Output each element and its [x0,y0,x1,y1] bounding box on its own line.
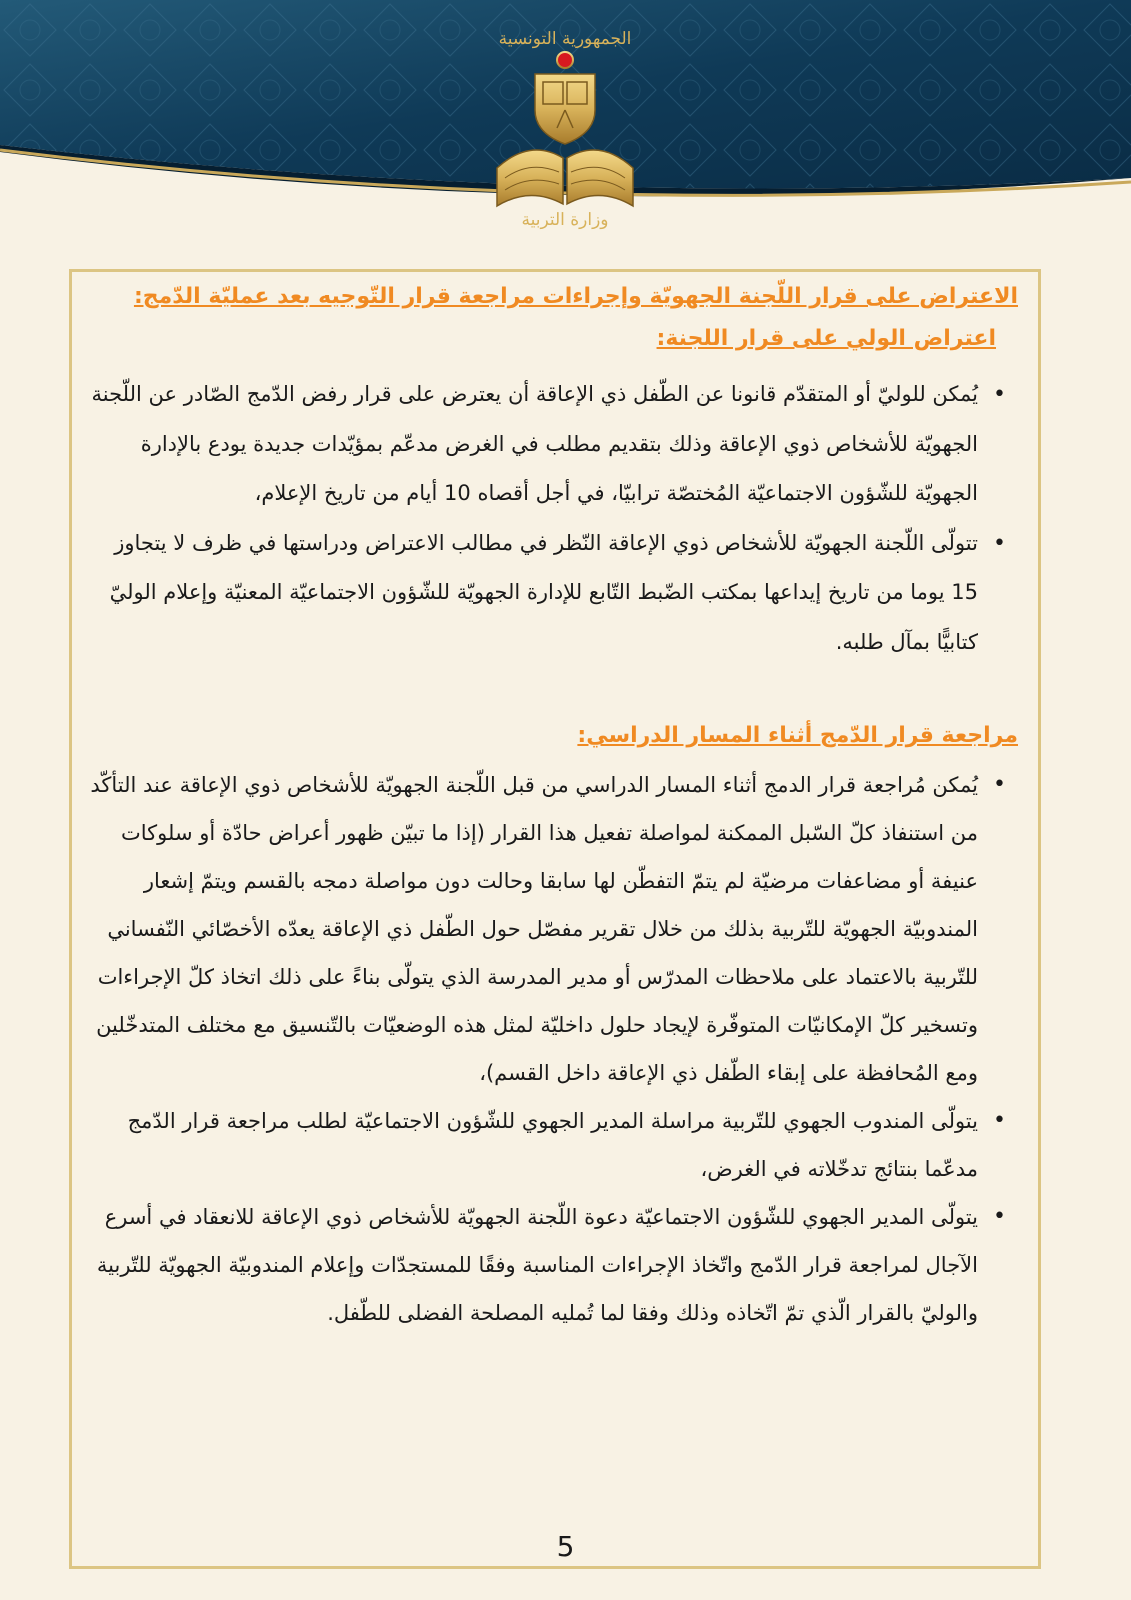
ministry-emblem [485,18,645,233]
list-item: • يُمكن مُراجعة قرار الدمج أثناء المسار الدراسي من قبل اللّجنة الجهويّة للأشخاص ذوي الإعاقة عند التأكّد من استنفاذ كلّ السّبل الممكنة لمواصلة تفعيل هذا القرار (إذا ما تبيّن ظهور أعراض حادّة أو سلوكات عنيفة أو مضاعفات مرضيّة لم يتمّ التفطّن لها سابقا وحالت دون مواصلة دمجه بالقسم ويتمّ إشعار المندوبيّة الجهويّة للتّربية بذلك من خلال تقرير مفصّل حول الطّفل ذي الإعاقة يعدّه الأخصّائي النّفساني للتّربية بالاعتماد على ملاحظات المدرّس أو مدير المدرسة الذي يتولّى بناءً على ذلك اتخاذ كلّ الإجراءات وتسخير كلّ الإمكانيّات المتوفّرة لإيجاد حلول داخليّة لمثل هذه الوضعيّات بالتّنسيق مع مختلف المتدخّلين ومع المُحافظة على إبقاء الطّفل ذي الإعاقة داخل القسم)، [90,761,1018,1097]
emblem-bottom-text: وزارة التربية [521,210,609,230]
section1-subtitle: اعتراض الولي على قرار اللجنة: [656,326,996,351]
list-item: • يتولّى المدير الجهوي للشّؤون الاجتماعيّة دعوة اللّجنة الجهويّة للأشخاص ذوي الإعاقة للانعقاد في أسرع الآجال لمراجعة قرار الدّمج واتّخاذ الإجراءات المناسبة وفقًا للمستجدّات وإعلام المندوبيّة الجهويّة للتّربية والوليّ بالقرار الّذي تمّ اتّخاذه وذلك وفقا لما تُمليه المصلحة الفضلى للطّفل. [90,1193,1018,1337]
header-banner [0,0,1131,250]
open-book-icon [497,150,563,206]
flag-icon [557,52,573,68]
section1-title: الاعتراض على قرار اللّجنة الجهويّة وإجراءات مراجعة قرار التّوجيه بعد عمليّة الدّمج: [133,284,1018,309]
section2-list [90,761,1018,1337]
list-item: • يُمكن للوليّ أو المتقدّم قانونا عن الطّفل ذي الإعاقة أن يعترض على قرار رفض الدّمج الصّادر عن اللّجنة الجهويّة للأشخاص ذوي الإعاقة وذلك بتقديم مطلب في الغرض مدعّم بمؤيّدات جديدة يودع بالإدارة الجهويّة للشّؤون الاجتماعيّة المُختصّة ترابيّا، في أجل أقصاه 10 أيام من تاريخ الإعلام، [90,370,1018,519]
shield-icon [535,74,595,144]
section1-list [90,370,1018,667]
emblem-top-text: الجمهورية التونسية [498,29,632,49]
list-item: • يتولّى المندوب الجهوي للتّربية مراسلة المدير الجهوي للشّؤون الاجتماعيّة لطلب مراجعة قرار الدّمج مدعّما بنتائج تدخّلاته في الغرض، [90,1097,1018,1193]
document-body [90,280,1018,1337]
page-number: 5 [556,1530,575,1563]
list-item: • تتولّى اللّجنة الجهويّة للأشخاص ذوي الإعاقة النّظر في مطالب الاعتراض ودراستها في ظرف لا يتجاوز 15 يوما من تاريخ إيداعها بمكتب الضّبط التّابع للإدارة الجهويّة للشّؤون الاجتماعيّة المعنيّة وإعلام الوليّ كتابيًّا بمآل طلبه. [90,519,1018,668]
section2-title: مراجعة قرار الدّمج أثناء المسار الدراسي: [577,723,1018,748]
